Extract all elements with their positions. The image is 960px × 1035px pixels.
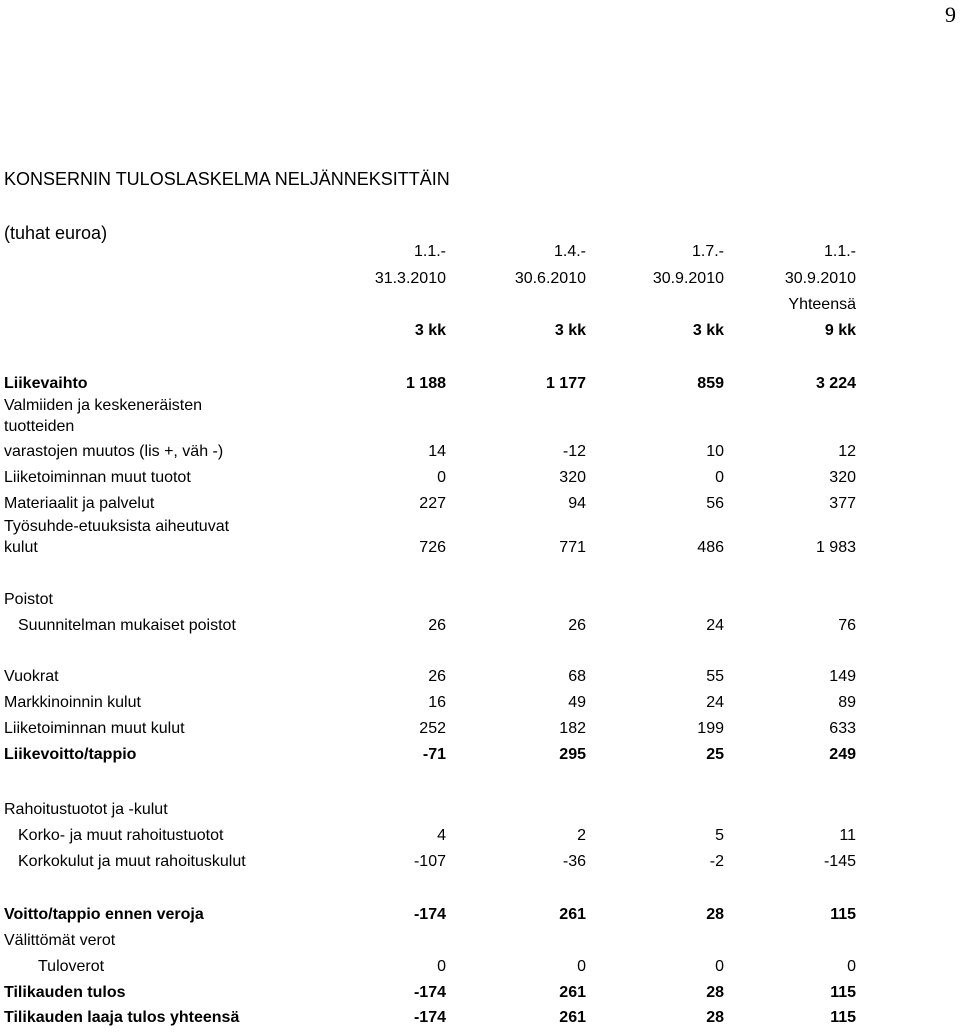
value-total: -145 xyxy=(823,853,856,870)
page-number: 9 xyxy=(945,2,956,27)
value-q1: 252 xyxy=(419,720,446,737)
value-q2: 771 xyxy=(559,539,586,556)
value-q2: 26 xyxy=(568,617,586,634)
value-q3: 24 xyxy=(706,617,724,634)
row-label: Liikevaihto xyxy=(4,375,88,392)
value-q2: 68 xyxy=(568,668,586,685)
value-q2: 2 xyxy=(577,827,586,844)
row-label: Tilikauden tulos xyxy=(4,984,126,1001)
value-total: 633 xyxy=(829,720,856,737)
value-q1: 16 xyxy=(428,694,446,711)
value-q2: 261 xyxy=(559,984,586,1001)
value-q1: 26 xyxy=(428,617,446,634)
value-q1: -71 xyxy=(422,746,446,763)
table-row-liikevoitto xyxy=(0,746,960,772)
value-q3: 5 xyxy=(715,827,724,844)
value-q3: 10 xyxy=(706,443,724,460)
row-label: Välittömät verot xyxy=(4,932,116,949)
value-total: 320 xyxy=(829,469,856,486)
row-label: Liikevoitto/tappio xyxy=(4,746,137,763)
table-row-varastojen-muutos xyxy=(0,443,960,469)
value-q1: 0 xyxy=(437,958,446,975)
value-q3: 56 xyxy=(706,495,724,512)
table-row-muut-tuotot xyxy=(0,469,960,495)
value-q1: 14 xyxy=(428,443,446,460)
value-total: 249 xyxy=(829,746,856,763)
value-q1: -107 xyxy=(413,853,446,870)
value-q3: 28 xyxy=(706,1009,724,1026)
column-header-line1: 1.1.- xyxy=(823,243,856,260)
value-total: 89 xyxy=(838,694,856,711)
value-total: 115 xyxy=(830,984,856,1001)
value-q3: 28 xyxy=(706,906,724,923)
value-q3: 486 xyxy=(697,539,724,556)
value-total: 115 xyxy=(830,906,856,923)
table-row-laaja-tulos xyxy=(0,1009,960,1035)
table-row-muut-kulut xyxy=(0,720,960,746)
row-label: Korkokulut ja muut rahoituskulut xyxy=(18,853,246,870)
value-q1: 4 xyxy=(437,827,446,844)
value-q3: 199 xyxy=(697,720,724,737)
table-row-tyosuhde-kulut xyxy=(0,539,960,565)
column-header-line1: 1.4.- xyxy=(553,243,586,260)
row-label: Materiaalit ja palvelut xyxy=(4,495,155,512)
value-q2: 320 xyxy=(559,469,586,486)
value-total: 149 xyxy=(829,668,856,685)
table-row-tuloverot xyxy=(0,958,960,984)
row-label: kulut xyxy=(4,539,38,556)
row-label-line1: Valmiiden ja keskeneräisten xyxy=(4,397,203,414)
column-header-period: 3 kk xyxy=(692,322,724,339)
table-row-suunnitelman-poistot xyxy=(0,617,960,643)
column-header-line2: 30.9.2010 xyxy=(784,270,856,287)
column-header-line2: 30.9.2010 xyxy=(652,270,724,287)
column-header-line3: Yhteensä xyxy=(788,296,856,313)
row-label: Rahoitustuotot ja -kulut xyxy=(4,801,168,818)
value-total: 0 xyxy=(847,958,856,975)
column-header-period: 9 kk xyxy=(824,322,856,339)
value-q1: 26 xyxy=(428,668,446,685)
value-q2: 94 xyxy=(568,495,586,512)
value-q1: 0 xyxy=(437,469,446,486)
value-q2: -12 xyxy=(562,443,586,460)
value-total: 1 983 xyxy=(815,539,856,556)
column-header-line1: 1.1.- xyxy=(413,243,446,260)
report-title: KONSERNIN TULOSLASKELMA NELJÄNNEKSITTÄIN xyxy=(4,169,450,189)
section-header-rahoitus xyxy=(0,801,960,827)
section-header-poistot xyxy=(0,591,960,617)
row-label: Liiketoiminnan muut tuotot xyxy=(4,469,191,486)
value-q3: -2 xyxy=(709,853,724,870)
value-q1: 227 xyxy=(419,495,446,512)
value-q1: -174 xyxy=(413,906,446,923)
table-row-markkinointi xyxy=(0,694,960,720)
value-q3: 859 xyxy=(697,375,724,392)
value-q3: 25 xyxy=(706,746,724,763)
row-label: Liiketoiminnan muut kulut xyxy=(4,720,185,737)
value-q2: 261 xyxy=(559,1009,586,1026)
row-label: Markkinoinnin kulut xyxy=(4,694,141,711)
value-total: 11 xyxy=(839,827,856,844)
value-q1: -174 xyxy=(413,984,446,1001)
table-row-korko-tuotot xyxy=(0,827,960,853)
value-total: 76 xyxy=(838,617,856,634)
table-row-voitto-ennen-veroja xyxy=(0,906,960,932)
row-label-line2: tuotteiden xyxy=(4,418,75,435)
row-label: Korko- ja muut rahoitustuotot xyxy=(18,827,224,844)
value-q2: 295 xyxy=(559,746,586,763)
value-q2: 1 177 xyxy=(545,375,586,392)
column-header-line2: 30.6.2010 xyxy=(514,270,586,287)
value-total: 377 xyxy=(829,495,856,512)
table-row-vuokrat xyxy=(0,668,960,694)
value-q1: 726 xyxy=(419,539,446,556)
row-label: Tilikauden laaja tulos yhteensä xyxy=(4,1009,240,1026)
value-q2: 261 xyxy=(559,906,586,923)
row-label: Tuloverot xyxy=(38,958,105,975)
value-q2: 0 xyxy=(577,958,586,975)
row-label: Voitto/tappio ennen veroja xyxy=(4,906,204,923)
column-header-line2: 31.3.2010 xyxy=(374,270,446,287)
value-q3: 55 xyxy=(706,668,724,685)
value-total: 115 xyxy=(830,1009,856,1026)
row-label: Poistot xyxy=(4,591,53,608)
section-header-valittomat-verot xyxy=(0,932,960,958)
column-header-line1: 1.7.- xyxy=(691,243,724,260)
table-row-tilikauden-tulos xyxy=(0,984,960,1010)
column-header-period: 3 kk xyxy=(414,322,446,339)
table-row-korko-kulut xyxy=(0,853,960,879)
column-header-period: 3 kk xyxy=(554,322,586,339)
unit-note: (tuhat euroa) xyxy=(4,223,108,243)
value-total: 3 224 xyxy=(815,375,856,392)
value-q2: 182 xyxy=(559,720,586,737)
value-q3: 28 xyxy=(706,984,724,1001)
value-q2: 49 xyxy=(568,694,586,711)
value-q1: -174 xyxy=(413,1009,446,1026)
value-q3: 0 xyxy=(715,469,724,486)
row-label: Vuokrat xyxy=(4,668,59,685)
row-label-line1: Työsuhde-etuuksista aiheutuvat xyxy=(4,518,230,535)
row-label: Suunnitelman mukaiset poistot xyxy=(18,617,236,634)
value-q3: 24 xyxy=(706,694,724,711)
value-q2: -36 xyxy=(562,853,586,870)
row-label: varastojen muutos (lis +, väh -) xyxy=(4,443,224,460)
value-total: 12 xyxy=(838,443,856,460)
value-q3: 0 xyxy=(715,958,724,975)
value-q1: 1 188 xyxy=(405,375,446,392)
